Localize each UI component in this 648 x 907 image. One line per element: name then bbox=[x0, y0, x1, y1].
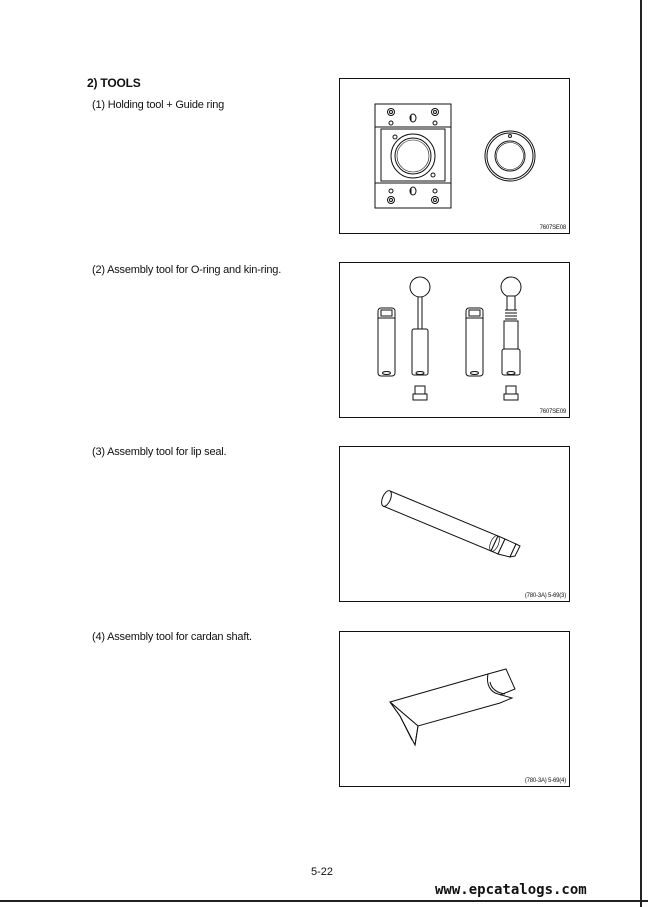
section-heading: 2) TOOLS bbox=[87, 76, 141, 90]
lip-seal-assembly-tool-illustration bbox=[340, 447, 569, 601]
figure-lip-seal-tool bbox=[339, 446, 570, 602]
item-3-label: (3) Assembly tool for lip seal. bbox=[92, 446, 227, 458]
watermark-link[interactable]: www.epcatalogs.com bbox=[435, 882, 587, 898]
cardan-shaft-assembly-tool-illustration bbox=[340, 632, 569, 786]
item-4-label: (4) Assembly tool for cardan shaft. bbox=[92, 631, 252, 643]
figure-cardan-shaft-tool bbox=[339, 631, 570, 787]
figure-code: 7607SE09 bbox=[539, 409, 566, 415]
figure-o-ring-tool bbox=[339, 262, 570, 418]
item-1-label: (1) Holding tool + Guide ring bbox=[92, 99, 225, 111]
page-number: 5-22 bbox=[311, 866, 334, 878]
figure-code: (780-3A) 5-69(4) bbox=[524, 778, 566, 784]
holding-tool-guide-ring-illustration bbox=[340, 79, 569, 233]
figure-code: 7607SE08 bbox=[539, 225, 566, 231]
page-edge-bottom bbox=[0, 900, 648, 902]
item-2-label: (2) Assembly tool for O-ring and kin-ring. bbox=[92, 264, 282, 276]
page-edge-right bbox=[640, 0, 642, 907]
figure-code: (780-3A) 5-69(3) bbox=[524, 593, 566, 599]
o-ring-assembly-tool-illustration bbox=[340, 263, 569, 417]
figure-holding-tool bbox=[339, 78, 570, 234]
